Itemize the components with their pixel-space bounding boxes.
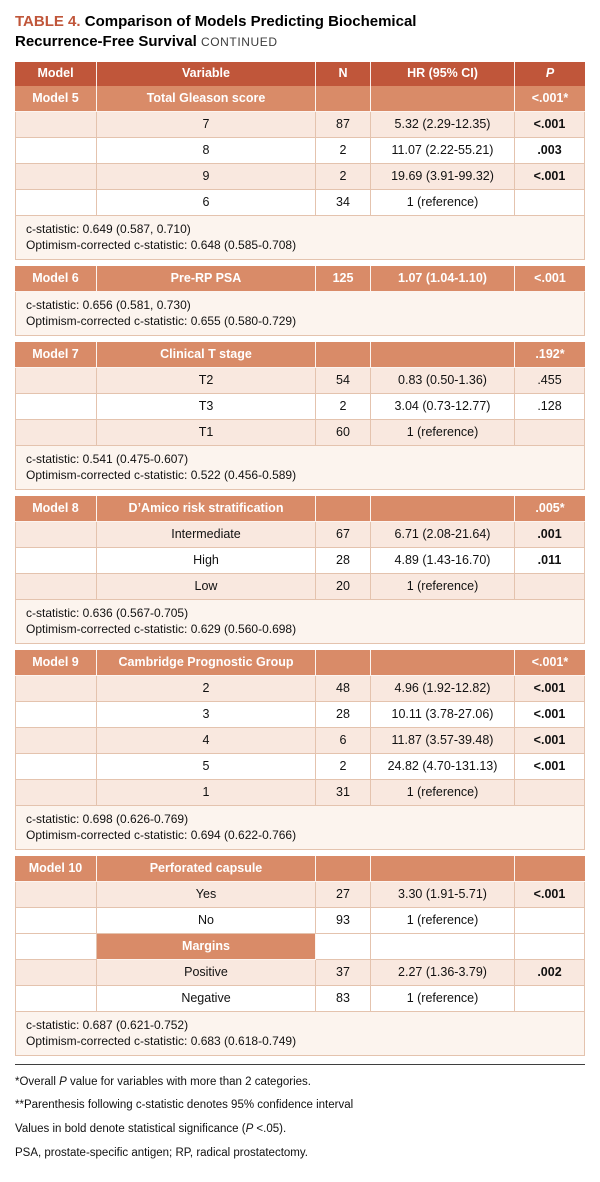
- column-header-n: N: [316, 62, 371, 86]
- cell-p: [515, 420, 585, 446]
- table-row: [15, 138, 585, 164]
- model-hr-value: [371, 86, 515, 112]
- cell-n: 2: [316, 138, 371, 164]
- table-row: [15, 368, 585, 394]
- cell-n: 60: [316, 420, 371, 446]
- margins-subheader-row: [15, 934, 585, 960]
- cell-hr: 4.96 (1.92-12.82): [371, 676, 515, 702]
- cell-model: [15, 728, 97, 754]
- c-statistic-line: c-statistic: 0.541 (0.475-0.607): [26, 451, 189, 466]
- subheader-label: Margins: [97, 934, 316, 960]
- cell-model: [15, 522, 97, 548]
- footnote: [15, 1145, 585, 1162]
- cell-variable: Yes: [97, 882, 316, 908]
- cell-variable: 1: [97, 780, 316, 806]
- model-section: [15, 650, 585, 850]
- c-statistic-line: Optimism-corrected c-statistic: 0.522 (0.456-0.589): [26, 467, 297, 482]
- table-row: [15, 882, 585, 908]
- cell-model: [15, 190, 97, 216]
- table-row: [15, 908, 585, 934]
- column-header-model: Model: [15, 62, 97, 86]
- model-p-value: <.001: [515, 266, 585, 292]
- c-statistic-block: [15, 806, 585, 850]
- cell-variable: High: [97, 548, 316, 574]
- table-row: [15, 574, 585, 600]
- cell-n: 54: [316, 368, 371, 394]
- table-body: [15, 86, 585, 1056]
- footnotes: [15, 1064, 585, 1162]
- model-n-value: [316, 86, 371, 112]
- model-section: [15, 86, 585, 260]
- footnote-italic: P: [245, 1122, 254, 1135]
- model-p-value: .192*: [515, 342, 585, 368]
- cell-hr: 1 (reference): [371, 986, 515, 1012]
- cell-variable: 4: [97, 728, 316, 754]
- table-row: [15, 780, 585, 806]
- cell-variable: T2: [97, 368, 316, 394]
- table-row: [15, 190, 585, 216]
- table-continued-label: CONTINUED: [200, 35, 278, 50]
- c-statistic-line: Optimism-corrected c-statistic: 0.629 (0.560-0.698): [26, 621, 297, 636]
- footnote-text: PSA, prostate-specific antigen; RP, radical prostatectomy.: [15, 1146, 308, 1159]
- cell-variable: 8: [97, 138, 316, 164]
- cell-n: 37: [316, 960, 371, 986]
- cell-model: [15, 138, 97, 164]
- cell-variable: Low: [97, 574, 316, 600]
- cell-p: [515, 190, 585, 216]
- table-row: [15, 394, 585, 420]
- model-p-value: [515, 856, 585, 882]
- model-hr-value: [371, 342, 515, 368]
- cell-variable: 6: [97, 190, 316, 216]
- cell-p: .002: [515, 960, 585, 986]
- c-statistic-line: c-statistic: 0.698 (0.626-0.769): [26, 811, 189, 826]
- footnote-text: value for variables with more than 2 categories.: [66, 1075, 311, 1088]
- footnote: [15, 1121, 585, 1138]
- cell-model: [15, 702, 97, 728]
- cell-hr: 19.69 (3.91-99.32): [371, 164, 515, 190]
- cell-n: 27: [316, 882, 371, 908]
- footnote-italic: P: [59, 1075, 67, 1088]
- cell-p: <.001: [515, 164, 585, 190]
- c-statistic-block: [15, 446, 585, 490]
- cell-variable: No: [97, 908, 316, 934]
- c-statistic-block: [15, 1012, 585, 1056]
- cell-hr: 1 (reference): [371, 574, 515, 600]
- c-statistic-block: [15, 600, 585, 644]
- table-number: TABLE 4.: [15, 13, 81, 30]
- model-label: Model 10: [15, 856, 97, 882]
- footnote-text: **Parenthesis following c-statistic denotes 95% confidence interval: [15, 1099, 354, 1112]
- cell-variable: 3: [97, 702, 316, 728]
- cell-hr: 4.89 (1.43-16.70): [371, 548, 515, 574]
- cell-model: [15, 676, 97, 702]
- table-row: [15, 702, 585, 728]
- cell-p: .001: [515, 522, 585, 548]
- cell-variable: Positive: [97, 960, 316, 986]
- model-p-value: <.001*: [515, 650, 585, 676]
- cell-n: 2: [316, 754, 371, 780]
- model-header-row: [15, 342, 585, 368]
- cell-n: 87: [316, 112, 371, 138]
- table-title: [15, 12, 485, 53]
- cell-variable: 2: [97, 676, 316, 702]
- model-hr-value: 1.07 (1.04-1.10): [371, 266, 515, 292]
- cell-hr: 6.71 (2.08-21.64): [371, 522, 515, 548]
- cell-p: <.001: [515, 676, 585, 702]
- cell-model: [15, 548, 97, 574]
- model-n-value: 125: [316, 266, 371, 292]
- model-variable-label: Cambridge Prognostic Group: [97, 650, 316, 676]
- cell-hr: 3.30 (1.91-5.71): [371, 882, 515, 908]
- cell-p: <.001: [515, 112, 585, 138]
- cell-hr: 1 (reference): [371, 420, 515, 446]
- c-statistic-line: c-statistic: 0.656 (0.581, 0.730): [26, 297, 191, 312]
- model-p-value: .005*: [515, 496, 585, 522]
- model-section: [15, 266, 585, 336]
- model-section: [15, 856, 585, 1056]
- footnote-text: <.05).: [253, 1122, 287, 1135]
- table-row: [15, 754, 585, 780]
- c-statistic-line: c-statistic: 0.649 (0.587, 0.710): [26, 221, 191, 236]
- c-statistic-line: Optimism-corrected c-statistic: 0.683 (0.618-0.749): [26, 1033, 297, 1048]
- cell-n: 2: [316, 164, 371, 190]
- model-header-row: [15, 86, 585, 112]
- model-label: Model 5: [15, 86, 97, 112]
- cell-n: 31: [316, 780, 371, 806]
- footnote: [15, 1074, 585, 1091]
- comparison-table: [15, 62, 585, 1056]
- cell-variable: Intermediate: [97, 522, 316, 548]
- cell-model: [15, 934, 97, 960]
- c-statistic-block: [15, 292, 585, 336]
- cell-variable: Negative: [97, 986, 316, 1012]
- cell-hr: 5.32 (2.29-12.35): [371, 112, 515, 138]
- cell-n: 83: [316, 986, 371, 1012]
- model-label: Model 7: [15, 342, 97, 368]
- c-statistic-line: Optimism-corrected c-statistic: 0.655 (0.580-0.729): [26, 313, 297, 328]
- cell-n: 34: [316, 190, 371, 216]
- cell-p: .003: [515, 138, 585, 164]
- table-row: [15, 960, 585, 986]
- footnote: [15, 1097, 585, 1114]
- model-header-row: [15, 650, 585, 676]
- table-row: [15, 676, 585, 702]
- model-header-row: [15, 856, 585, 882]
- model-variable-label: Pre-RP PSA: [97, 266, 316, 292]
- cell-model: [15, 754, 97, 780]
- table-row: [15, 420, 585, 446]
- model-variable-label: Total Gleason score: [97, 86, 316, 112]
- footnote-text: *Overall: [15, 1075, 60, 1088]
- c-statistic-line: c-statistic: 0.687 (0.621-0.752): [26, 1017, 189, 1032]
- cell-model: [15, 882, 97, 908]
- cell-n: 28: [316, 702, 371, 728]
- cell-model: [15, 986, 97, 1012]
- cell-variable: 5: [97, 754, 316, 780]
- cell-n: [316, 934, 371, 960]
- cell-model: [15, 908, 97, 934]
- cell-p: [515, 780, 585, 806]
- cell-p: <.001: [515, 728, 585, 754]
- cell-n: 93: [316, 908, 371, 934]
- model-header-row: [15, 266, 585, 292]
- model-variable-label: Clinical T stage: [97, 342, 316, 368]
- cell-hr: 3.04 (0.73-12.77): [371, 394, 515, 420]
- model-variable-label: D’Amico risk stratification: [97, 496, 316, 522]
- c-statistic-line: c-statistic: 0.636 (0.567-0.705): [26, 605, 189, 620]
- cell-n: 6: [316, 728, 371, 754]
- cell-p: [515, 908, 585, 934]
- table-row: [15, 986, 585, 1012]
- model-label: Model 6: [15, 266, 97, 292]
- model-label: Model 9: [15, 650, 97, 676]
- cell-p: [515, 986, 585, 1012]
- cell-p: [515, 934, 585, 960]
- cell-hr: 11.87 (3.57-39.48): [371, 728, 515, 754]
- cell-model: [15, 368, 97, 394]
- cell-model: [15, 164, 97, 190]
- cell-model: [15, 394, 97, 420]
- cell-p: .128: [515, 394, 585, 420]
- model-n-value: [316, 650, 371, 676]
- cell-model: [15, 112, 97, 138]
- cell-variable: 7: [97, 112, 316, 138]
- cell-hr: 1 (reference): [371, 190, 515, 216]
- c-statistic-block: [15, 216, 585, 260]
- cell-p: <.001: [515, 882, 585, 908]
- cell-p: <.001: [515, 754, 585, 780]
- model-hr-value: [371, 856, 515, 882]
- cell-n: 28: [316, 548, 371, 574]
- cell-variable: T3: [97, 394, 316, 420]
- cell-hr: 1 (reference): [371, 908, 515, 934]
- model-variable-label: Perforated capsule: [97, 856, 316, 882]
- model-n-value: [316, 342, 371, 368]
- model-section: [15, 496, 585, 644]
- column-header-hr: HR (95% CI): [371, 62, 515, 86]
- cell-model: [15, 574, 97, 600]
- cell-hr: 1 (reference): [371, 780, 515, 806]
- c-statistic-line: Optimism-corrected c-statistic: 0.694 (0.622-0.766): [26, 827, 297, 842]
- model-hr-value: [371, 650, 515, 676]
- cell-model: [15, 960, 97, 986]
- cell-hr: 10.11 (3.78-27.06): [371, 702, 515, 728]
- cell-hr: 0.83 (0.50-1.36): [371, 368, 515, 394]
- cell-n: 20: [316, 574, 371, 600]
- table-header-row: [15, 62, 585, 86]
- cell-hr: 11.07 (2.22-55.21): [371, 138, 515, 164]
- table-row: [15, 112, 585, 138]
- cell-n: 2: [316, 394, 371, 420]
- c-statistic-line: Optimism-corrected c-statistic: 0.648 (0.585-0.708): [26, 237, 297, 252]
- table-title-text: Comparison of Models Predicting Biochemical Recurrence-Free Survival: [15, 13, 417, 51]
- table-row: [15, 548, 585, 574]
- cell-p: .455: [515, 368, 585, 394]
- column-header-variable: Variable: [97, 62, 316, 86]
- model-n-value: [316, 856, 371, 882]
- model-header-row: [15, 496, 585, 522]
- footnote-text: Values in bold denote statistical significance (: [15, 1122, 246, 1135]
- cell-model: [15, 780, 97, 806]
- cell-model: [15, 420, 97, 446]
- model-p-value: <.001*: [515, 86, 585, 112]
- cell-hr: [371, 934, 515, 960]
- cell-variable: T1: [97, 420, 316, 446]
- model-n-value: [316, 496, 371, 522]
- table-row: [15, 522, 585, 548]
- column-header-p: P: [515, 62, 585, 86]
- model-hr-value: [371, 496, 515, 522]
- cell-p: [515, 574, 585, 600]
- cell-p: .011: [515, 548, 585, 574]
- cell-p: <.001: [515, 702, 585, 728]
- cell-variable: 9: [97, 164, 316, 190]
- model-label: Model 8: [15, 496, 97, 522]
- cell-n: 67: [316, 522, 371, 548]
- model-section: [15, 342, 585, 490]
- cell-n: 48: [316, 676, 371, 702]
- table-row: [15, 728, 585, 754]
- cell-hr: 2.27 (1.36-3.79): [371, 960, 515, 986]
- cell-hr: 24.82 (4.70-131.13): [371, 754, 515, 780]
- table-row: [15, 164, 585, 190]
